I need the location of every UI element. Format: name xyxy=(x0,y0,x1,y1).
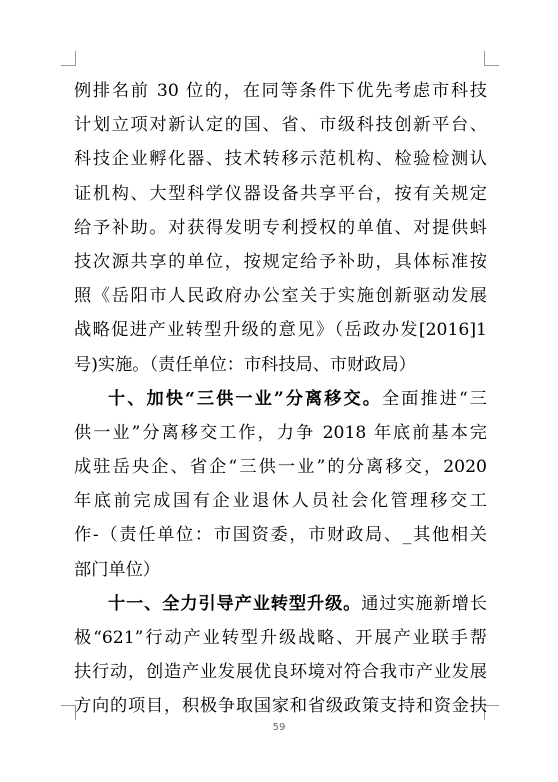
crop-mark-top-right xyxy=(484,51,499,66)
text-line: 计划立项对新认定的国、省、市级科技创新平台、 xyxy=(74,115,487,136)
crop-mark-top-left xyxy=(61,51,76,66)
text-line: 扶行动，创造产业发展优良环境对符合我市产业发展 xyxy=(74,662,487,683)
section-heading: 十一、全力引导产业转型升级。 xyxy=(108,593,362,614)
text-line: 照《岳阳市人民政府办公室关于实施创新驱动发展 xyxy=(74,286,487,307)
text-line: 极“621”行动产业转型升级战略、开展产业联手帮 xyxy=(74,628,487,648)
body-text xyxy=(74,74,487,724)
text-line: 战略促进产业转型升级的意见》（岳政办发[2016]1 xyxy=(74,320,487,341)
text-line: 例排名前 30 位的，在同等条件下优先考虑市科技 xyxy=(74,81,487,101)
text-line: 给予补助。对获得发明专利授权的单值、对提供蚪 xyxy=(74,217,487,238)
text-line: 供一业”分离移交工作，力争 2018 年底前基本完 xyxy=(74,422,487,443)
text-line: 部门单位） xyxy=(74,559,160,580)
page-number: 59 xyxy=(272,722,286,733)
section-heading-line xyxy=(74,382,487,416)
text-span: 通过实施新增长 xyxy=(361,593,487,614)
text-line: 证机构、大型科学仪器设备共享平台，按有关规定 xyxy=(74,183,487,204)
text-line: 方向的项目，积极争取国家和省级政策支持和资金扶 xyxy=(74,696,487,717)
section-heading: 十、加快“三供一业”分离移交。 xyxy=(108,388,382,409)
text-line: 号)实施。（责任单位：市科技局、市财政局） xyxy=(74,354,416,375)
text-line: 科技企业孵化器、技术转移示范机构、检验检测认 xyxy=(74,149,487,170)
text-line: 技次源共享的单位，按规定给予补助，具体标准按 xyxy=(74,251,487,272)
section-heading-line xyxy=(74,587,487,621)
text-line: 作-（责任单位：市国资委，市财政局、_其他相关 xyxy=(74,525,487,546)
text-line: 年底前完成国有企业退休人员社会化管理移交工 xyxy=(74,491,487,512)
text-span: 全面推进“三 xyxy=(382,388,487,409)
text-line: 成驻岳央企、省企“三供一业”的分离移交，2020 xyxy=(74,457,487,478)
